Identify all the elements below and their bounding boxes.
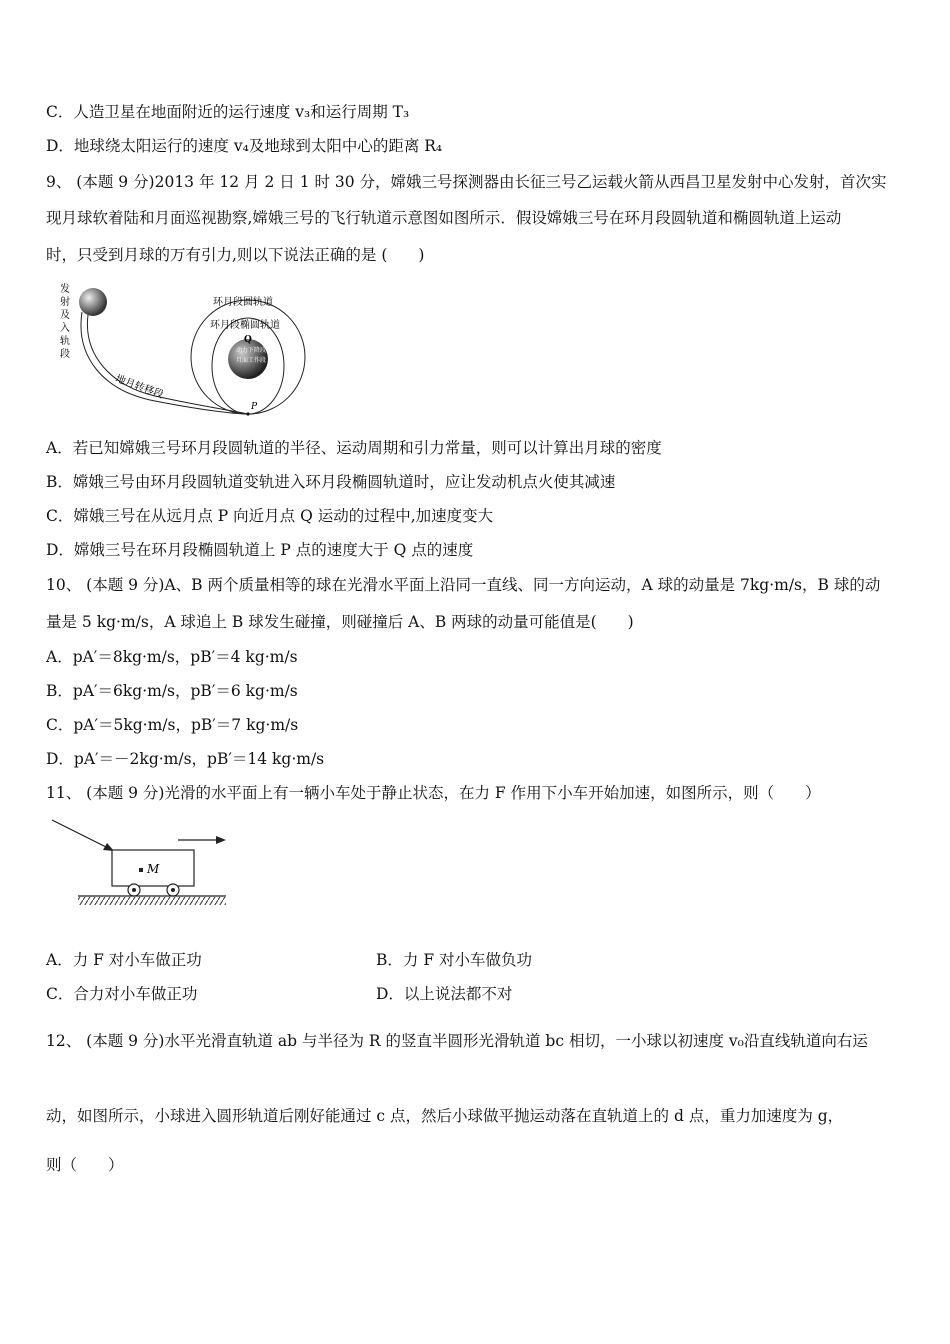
q10-option-c: C．pA′＝5kg·m/s，pB′＝7 kg·m/s bbox=[46, 716, 299, 734]
ellipse-orbit-label: 环月段椭圆轨道 bbox=[210, 320, 280, 331]
q10-option-d: D．pA′＝－2kg·m/s，pB′＝14 kg·m/s bbox=[46, 750, 325, 768]
p-point-marker bbox=[246, 412, 249, 415]
ground-hatching bbox=[78, 897, 226, 905]
svg-text:轨: 轨 bbox=[60, 336, 70, 347]
force-f-line bbox=[52, 820, 110, 849]
q12-stem-line3: 则（ ） bbox=[46, 1156, 124, 1174]
q8-option-c: C．人造卫星在地面附近的运行速度 v₃和运行周期 T₃ bbox=[46, 103, 410, 121]
motion-direction-arrowhead bbox=[216, 836, 226, 844]
q11-option-d: D．以上说法都不对 bbox=[376, 985, 513, 1003]
q11-stem-line1: 11、 (本题 9 分)光滑的水平面上有一辆小车处于静止状态，在力 F 作用下小车开始加速，如图所示，则（ ） bbox=[46, 784, 821, 802]
q10-stem-line2: 量是 5 kg·m/s，A 球追上 B 球发生碰撞，则碰撞后 A、B 两球的动量可能值是( ) bbox=[46, 613, 634, 631]
q10-option-a: A．pA′＝8kg·m/s，pB′＝4 kg·m/s bbox=[46, 648, 298, 666]
q12-stem-line1: 12、 (本题 9 分)水平光滑直轨道 ab 与半径为 R 的竖直半圆形光滑轨道 bc 相切，一小球以初速度 v₀沿直线轨道向右运 bbox=[46, 1032, 868, 1050]
mass-label: M bbox=[147, 862, 160, 876]
q11-option-c: C．合力对小车做正功 bbox=[46, 985, 198, 1003]
q9-option-b: B．嫦娥三号由环月段圆轨道变轨进入环月段椭圆轨道时，应让发动机点火使其减速 bbox=[46, 473, 616, 491]
descent-label: 动力下降段 bbox=[236, 347, 267, 354]
launch-label bbox=[60, 282, 70, 360]
q9-option-a: A．若已知嫦娥三号环月段圆轨道的半径、运动周期和引力常量，则可以计算出月球的密度 bbox=[46, 439, 662, 457]
q11-cart-figure bbox=[48, 812, 233, 912]
svg-text:及: 及 bbox=[60, 310, 70, 321]
p-point-label: P bbox=[251, 402, 258, 412]
q9-option-d: D．嫦娥三号在环月段椭圆轨道上 P 点的速度大于 Q 点的速度 bbox=[46, 541, 474, 559]
earth-icon bbox=[79, 288, 107, 316]
q8-option-d: D．地球绕太阳运行的速度 v₄及地球到太阳中心的距离 R₄ bbox=[46, 137, 443, 155]
svg-text:发: 发 bbox=[60, 284, 70, 295]
svg-text:射: 射 bbox=[60, 297, 70, 308]
transfer-label: 地月转移段 bbox=[113, 373, 165, 401]
q9-stem-line1: 9、 (本题 9 分)2013 年 12 月 2 日 1 时 30 分，嫦娥三号探测器由长征三号乙运载火箭从西昌卫星发射中心发射，首次实 bbox=[46, 173, 887, 191]
center-of-mass-dot bbox=[139, 868, 143, 872]
q9-option-c: C．嫦娥三号在从远月点 P 向近月点 Q 运动的过程中,加速度变大 bbox=[46, 507, 494, 525]
svg-text:段: 段 bbox=[60, 349, 70, 360]
q9-stem-line3: 时，只受到月球的万有引力,则以下说法正确的是 ( ) bbox=[46, 246, 425, 264]
circle-orbit-label: 环月段圆轨道 bbox=[213, 297, 273, 308]
q9-orbit-figure bbox=[50, 278, 320, 420]
q12-stem-line2: 动，如图所示，小球进入圆形轨道后刚好能通过 c 点，然后小球做平抛运动落在直轨道上的 d 点，重力加速度为 g， bbox=[46, 1107, 844, 1125]
q10-option-b: B．pA′＝6kg·m/s，pB′＝6 kg·m/s bbox=[46, 682, 298, 700]
svg-text:入: 入 bbox=[60, 323, 70, 334]
q9-stem-line2: 现月球软着陆和月面巡视勘察,嫦娥三号的飞行轨道示意图如图所示．假设嫦娥三号在环月段圆轨道和椭圆轨道上运动 bbox=[46, 209, 842, 227]
q-point-label: Q bbox=[244, 335, 252, 345]
surface-label: 月面工作段 bbox=[236, 357, 267, 364]
q10-stem-line1: 10、 (本题 9 分)A、B 两个质量相等的球在光滑水平面上沿同一直线、同一方向运动，A 球的动量是 7kg·m/s，B 球的动 bbox=[46, 576, 881, 594]
q11-option-b: B．力 F 对小车做负功 bbox=[376, 951, 532, 969]
q11-option-a: A．力 F 对小车做正功 bbox=[46, 951, 202, 969]
